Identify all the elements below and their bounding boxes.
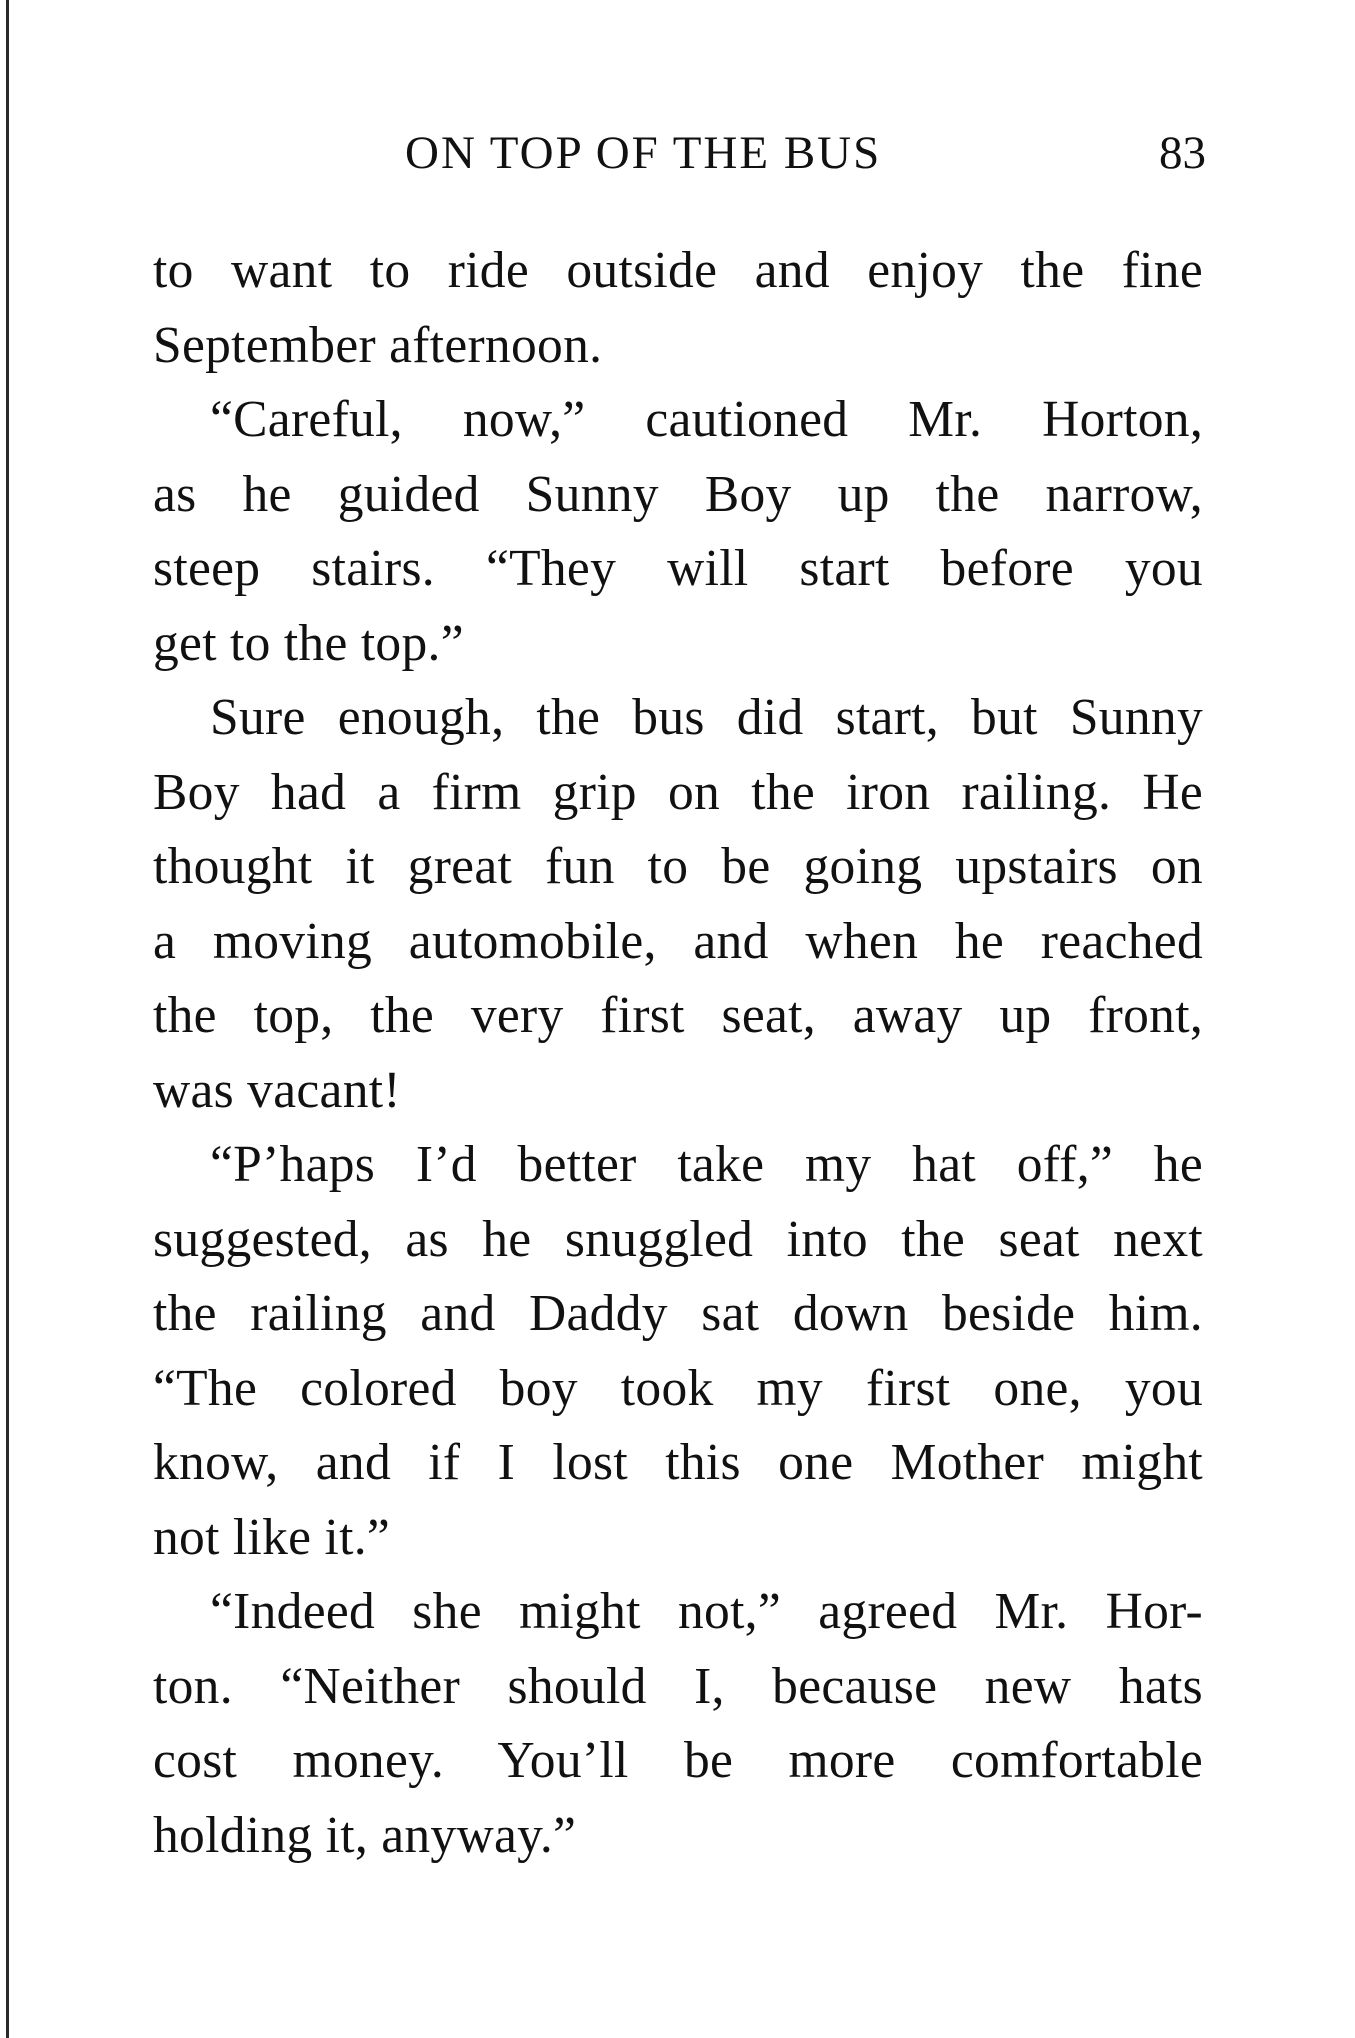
text-line: the top, the very first seat, away up front, [153,987,1203,1044]
text-line: thought it great fun to be going upstairs on [153,838,1203,895]
text-line: know, and if I lost this one Mother might [153,1434,1203,1491]
page-number: 83 [1159,127,1206,179]
text-line: the railing and Daddy sat down beside him. [153,1285,1203,1342]
running-head [150,118,1220,188]
text-line: “Indeed she might not,” agreed Mr. Hor- [210,1583,1203,1640]
text-line: Sure enough, the bus did start, but Sunny [210,689,1203,746]
text-line: “The colored boy took my first one, you [153,1359,1203,1417]
text-line: September afternoon. [153,316,603,374]
text-line: was vacant! [153,1061,401,1119]
text-line: to want to ride outside and enjoy the fine [153,242,1203,299]
text-line: “P’haps I’d better take my hat off,” he [210,1136,1203,1193]
text-line: a moving automobile, and when he reached [153,912,1203,970]
text-line: get to the top.” [153,614,464,672]
text-line: as he guided Sunny Boy up the narrow, [153,465,1203,523]
text-line: not like it.” [153,1508,391,1566]
running-title: ON TOP OF THE BUS [405,127,882,179]
text-line: holding it, anyway.” [153,1806,577,1864]
page-edge-rule [6,0,9,2038]
text-line: Boy had a firm grip on the iron railing. He [153,763,1203,821]
text-line: ton. “Neither should I, because new hats [153,1657,1203,1715]
text-line: suggested, as he snuggled into the seat next [153,1210,1203,1268]
body-text [153,234,1203,1873]
text-line: cost money. You’ll be more comfortable [153,1732,1203,1789]
text-line: “Careful, now,” cautioned Mr. Horton, [210,391,1203,448]
text-line: steep stairs. “They will start before you [153,540,1203,597]
